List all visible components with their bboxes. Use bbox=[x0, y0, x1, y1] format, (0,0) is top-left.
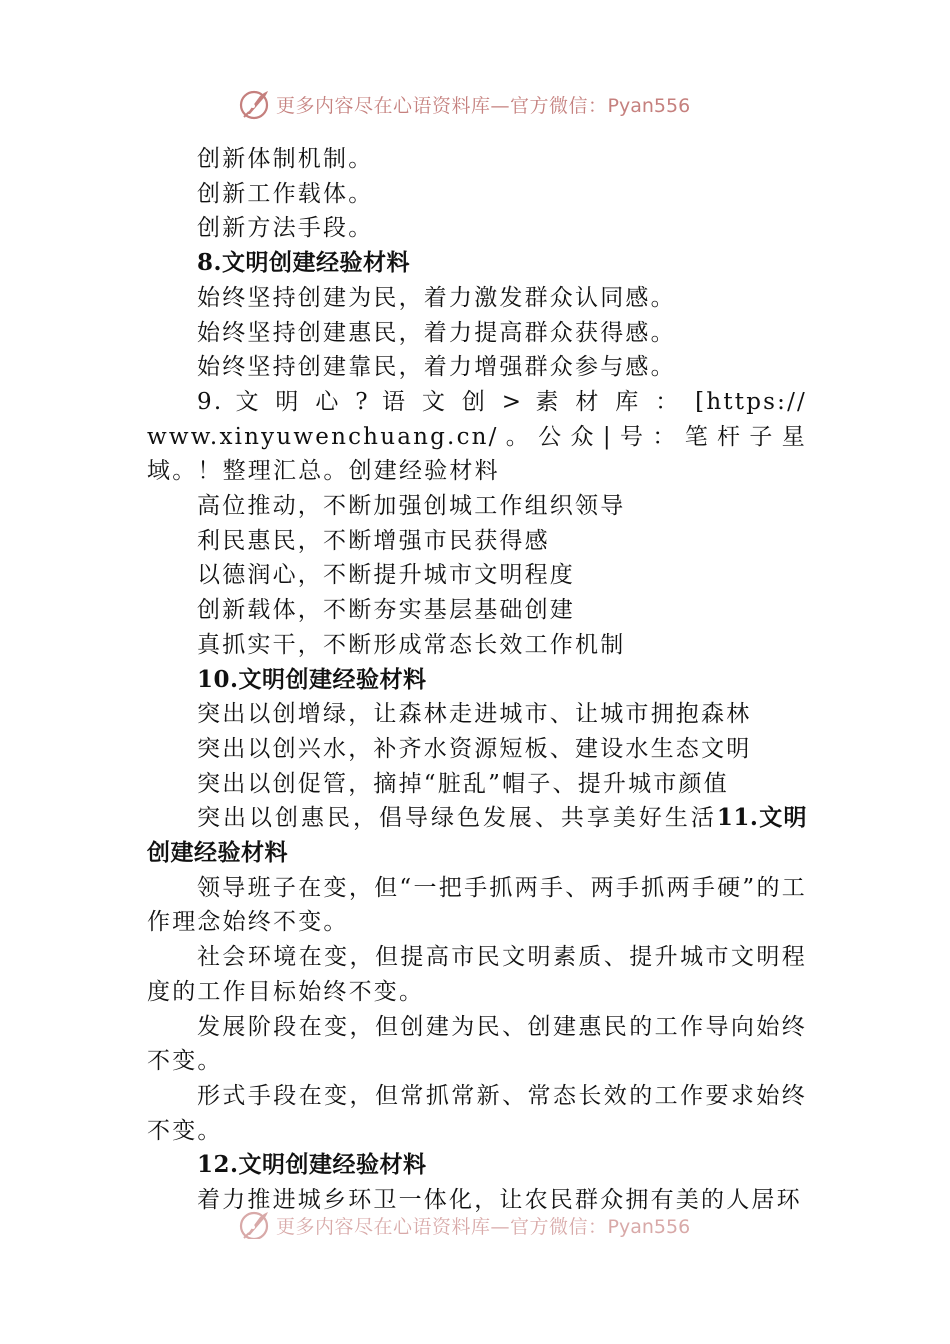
text-line: 创新方法手段。 bbox=[197, 215, 374, 242]
text-line: 利民惠民，不断增强市民获得感 bbox=[197, 527, 550, 554]
text-line: 创新载体，不断夯实基层基础创建 bbox=[197, 597, 575, 624]
section-heading-10: 10.文明创建经验材料 bbox=[197, 665, 427, 693]
text-line: 始终坚持创建靠民，着力增强群众参与感。 bbox=[197, 354, 676, 381]
page-footer-watermark bbox=[0, 1203, 950, 1239]
text-line: 创新体制机制。 bbox=[197, 146, 374, 172]
section-heading-8: 8.文明创建经验材料 bbox=[197, 249, 411, 277]
text-line: 突出以创促管，摘掉“脏乱”帽子、提升城市颜值 bbox=[197, 770, 729, 797]
section-heading-11: 11.文明创建经验材料 bbox=[147, 804, 808, 867]
text-line-with-heading-11 bbox=[147, 801, 807, 870]
text-line: 着力推进城乡环卫一体化，让农民群众拥有美的人居环 bbox=[197, 1187, 802, 1214]
text-line: 高位推动，不断加强创城工作组织领导 bbox=[197, 493, 626, 520]
document-body bbox=[147, 142, 807, 1218]
section-heading-12: 12.文明创建经验材料 bbox=[197, 1151, 427, 1179]
text-line: 始终坚持创建为民，着力激发群众认同感。 bbox=[197, 284, 676, 311]
section-heading-9-line2: www.xinyuwenchuang.cn/。公众|号：笔杆子星域。！整理汇总。创建经验材料 bbox=[147, 423, 807, 485]
text-line: 真抓实干，不断形成常态长效工作机制 bbox=[197, 631, 626, 658]
footer-text: 更多内容尽在心语资料库—官方微信：Pyan556 bbox=[276, 1215, 691, 1238]
section-heading-9-line1: 9. 文 明 心 ? 语 文 创 > 素 材 库 ： [https:// bbox=[197, 388, 807, 415]
text-line: 突出以创增绿，让森林走进城市、让城市拥抱森林 bbox=[197, 701, 752, 728]
text-paragraph: 发展阶段在变，但创建为民、创建惠民的工作导向始终不变。 bbox=[147, 1013, 807, 1075]
text-line: 突出以创兴水，补齐水资源短板、建设水生态文明 bbox=[197, 735, 752, 762]
text-line: 以德润心，不断提升城市文明程度 bbox=[197, 562, 575, 589]
quill-pen-logo-icon bbox=[238, 1208, 272, 1239]
text-line: 始终坚持创建惠民，着力提高群众获得感。 bbox=[197, 319, 676, 346]
text-line: 创新工作载体。 bbox=[197, 180, 374, 207]
page-header-watermark bbox=[0, 84, 950, 124]
text-paragraph: 领导班子在变，但“一把手抓两手、两手抓两手硬”的工作理念始终不变。 bbox=[147, 874, 807, 936]
text-paragraph: 社会环境在变，但提高市民文明素质、提升城市文明程度的工作目标始终不变。 bbox=[147, 944, 807, 1005]
header-text: 更多内容尽在心语资料库—官方微信：Pyan556 bbox=[276, 94, 691, 117]
quill-pen-logo-icon bbox=[238, 87, 272, 121]
text-paragraph: 形式手段在变，但常抓常新、常态长效的工作要求始终不变。 bbox=[147, 1082, 807, 1144]
text-line: 突出以创惠民，倡导绿色发展、共享美好生活 bbox=[197, 805, 717, 832]
